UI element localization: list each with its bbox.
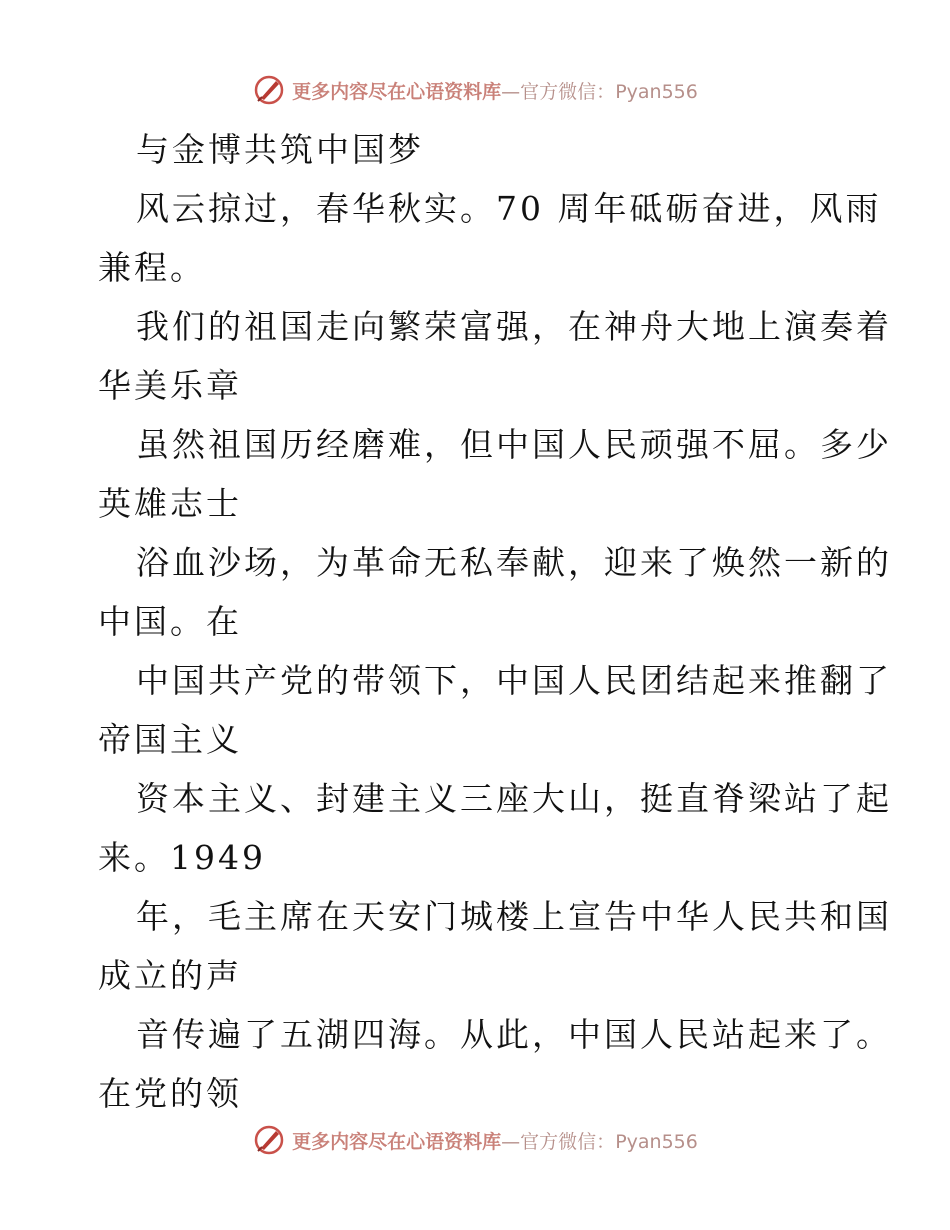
watermark-text: 更多内容尽在心语资料库—官方微信：Pyan556 xyxy=(292,80,698,103)
quill-pen-logo-icon xyxy=(252,73,286,107)
quill-pen-logo-icon xyxy=(252,1123,286,1157)
paragraph-line: 英雄志士 xyxy=(98,484,242,523)
paragraph-line: 年，毛主席在天安门城楼上宣告中华人民共和国 xyxy=(136,897,892,936)
paragraph-line: 虽然祖国历经磨难，但中国人民顽强不屈。多少 xyxy=(136,425,892,464)
paragraph-line: 帝国主义 xyxy=(98,720,242,759)
footer-watermark xyxy=(0,1120,950,1160)
paragraph-line: 与金博共筑中国梦 xyxy=(136,130,424,169)
paragraph-line: 浴血沙场，为革命无私奉献，迎来了焕然一新的 xyxy=(136,543,892,582)
paragraph-line: 成立的声 xyxy=(98,956,242,995)
header-watermark xyxy=(0,70,950,110)
document-body xyxy=(98,120,892,1123)
watermark-text: 更多内容尽在心语资料库—官方微信：Pyan556 xyxy=(292,1130,698,1153)
paragraph-line: 华美乐章 xyxy=(98,366,242,405)
paragraph-line: 在党的领 xyxy=(98,1074,242,1113)
paragraph-line: 中国共产党的带领下，中国人民团结起来推翻了 xyxy=(136,661,892,700)
paragraph-line: 中国。在 xyxy=(98,602,242,641)
paragraph-line: 我们的祖国走向繁荣富强，在神舟大地上演奏着 xyxy=(136,307,892,346)
paragraph-line: 音传遍了五湖四海。从此，中国人民站起来了。 xyxy=(136,1015,892,1054)
paragraph-line: 风云掠过，春华秋实。70 周年砥砺奋进，风雨 xyxy=(136,189,882,228)
paragraph-line: 来。1949 xyxy=(98,838,266,877)
paragraph-line: 兼程。 xyxy=(98,248,206,287)
paragraph-line: 资本主义、封建主义三座大山，挺直脊梁站了起 xyxy=(136,779,892,818)
